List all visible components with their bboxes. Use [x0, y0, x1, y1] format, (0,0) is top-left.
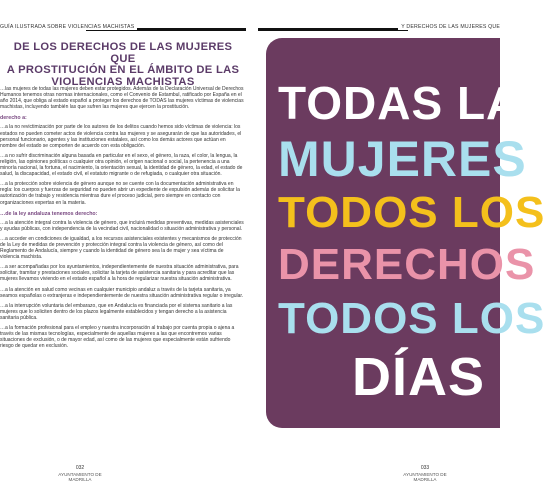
paragraph: …a acceder en condiciones de igualdad, a los recursos asistenciales existentes y mecanismos de protección de la Ley de medidas de prevención y protección integral contra la violencia de género, así como del Reglamento de Andalucía, siempre y cuando la identidad de género sea la de mujer y sea víctima de violencia machista.: [0, 235, 242, 261]
right-page-footer: [395, 466, 455, 483]
poster-line-2: MUJERES: [278, 131, 527, 187]
paragraph: …a ser acompañadas por los ayuntamientos, independientemente de nuestra situación administrativa, para solicitar, tramitar y prestaciones sociales, solicitar la tarjeta de asistencia sanitaria y para acreditar que las mujeres llevamos viviendo en el estado español a la hora de regularizar nuestra situación administrativa.: [0, 264, 239, 283]
poster-line-4: DERECHOS: [278, 240, 536, 289]
section-heading: derecho a:: [0, 115, 27, 122]
paragraph: …a la no revictimización por parte de los autores de los delitos cuando hemos sido víctimas de violencia: los estados no pueden cometer actos de violencia contra las mujeres y se asegurarán de que las autoridades, el personal funcionario, agentes y las instituciones estatales, así como los demás actores que actúan en nombre del estado se comporten de acuerdo con esta obligación.: [0, 124, 242, 149]
page-number: 032: [75, 465, 85, 471]
paragraph: …a la atención integral contra la violencia de género, que incluirá medidas preventivas, medidas asistenciales y ayudas públicas, con independencia de la vecindad civil, nacionalidad o situación administrativa y personal.: [0, 219, 244, 232]
page-number: 033: [420, 465, 430, 471]
poster-line-6: DÍAS: [352, 347, 486, 407]
slogan-poster: [266, 38, 552, 428]
right-header-text: Y DERECHOS DE LAS MUJERES QUE: [398, 24, 500, 30]
right-running-header: [258, 24, 500, 34]
paragraph: …las mujeres de todas las mujeres deben estar protegidos. Además de la Declaración Universal de Derechos Humanos tenemos otras normas internacionales, como el Convenio de Estambul, ratificado por España en el año 2014, que obliga al estado español a proteger los derechos de TODAS las mujeres víctimas de violencias machistas, incluyendo también las que sufren las mujeres que ejercen la prostitución.: [0, 86, 244, 111]
title-line: A PROSTITUCIÓN EN EL ÁMBITO DE LAS: [6, 64, 240, 76]
poster-line-5: TODOS LOS: [278, 294, 546, 343]
footer-org: AYUNTAMIENTO DE MADRILLA: [58, 471, 102, 482]
title-line: DE LOS DERECHOS DE LAS MUJERES QUE: [13, 41, 233, 65]
left-page-footer: [50, 466, 110, 483]
title-line: VIOLENCIAS MACHISTAS: [51, 75, 195, 88]
page-title: [0, 42, 246, 88]
paragraph: …a la protección sobre violencia de género aunque no se cuente con la documentación administrativa en regla: los cuerpos y fuerzas de seguridad no pueden abrir un expediente de expulsión además de solicitar la autorización de trabajo y residencia mientras dure el proceso judicial, pero siempre en contacto con organizaciones expertas en la materia.: [0, 181, 240, 206]
footer-org: AYUNTAMIENTO DE MADRILLA: [403, 471, 447, 482]
paragraph: …a la atención en salud como vecinas en cualquier municipio andaluz a través de la tarjeta sanitaria, ya seamos españolas o extranjeras e independientemente de nuestra situación administrativa regular o irregular.: [0, 286, 244, 299]
left-running-header: [0, 24, 246, 34]
section-heading: …de la ley andaluza tenemos derecho:: [0, 210, 98, 217]
paragraph: …a la formación profesional para el empleo y nuestra incorporación al trabajo por cuenta propia o ajena a través de las mismas tecnologías, especialmente de aquellas mujeres a las que encontremos varias situaciones de exclusión, o de mayor edad, así como de las mujeres que especialmente están sufriendo riesgo de quedar en exclusión.: [0, 325, 235, 350]
header-rule: [258, 28, 408, 31]
poster-line-1: TODAS LAS: [278, 77, 552, 129]
paragraph: …a no sufrir discriminación alguna basada en particular en el sexo, el género, la raza, el color, la lengua, la religión, las opiniones políticas o cualquier otra opinión, el origen nacional o social, la pertenencia a una minoría nacional, la fortuna, el nacimiento, la orientación sexual, la identidad de género, la edad, el estado de salud, la discapacidad, el estado civil, el estatuto migrante o de refugiada, o cualquier otra situación.: [0, 152, 243, 178]
body-text: [0, 86, 244, 353]
left-header-text: GUÍA ILUSTRADA SOBRE VIOLENCIAS MACHISTAS: [0, 24, 137, 30]
paragraph: …a la interrupción voluntaria del embarazo, que en Andalucía es financiada por el sistema sanitario a las mujeres que lo soliciten dentro de los plazos legalmente establecidos y tengan derecho a la asistencia sanitaria pública.: [0, 302, 233, 321]
poster-line-3: TODOS LOS: [278, 188, 546, 237]
